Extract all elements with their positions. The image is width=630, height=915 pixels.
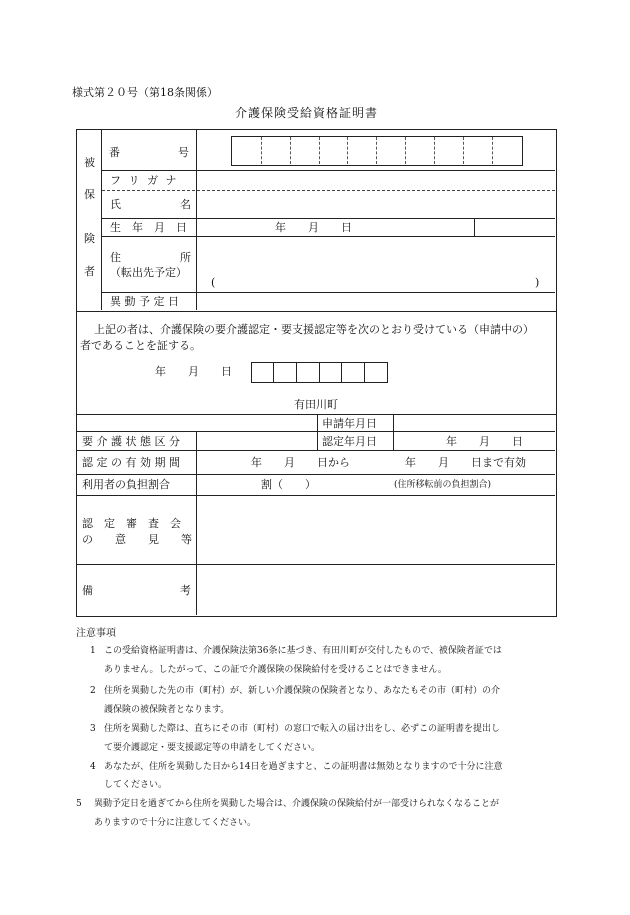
insured-number-boxes[interactable]	[231, 136, 523, 166]
note-num-5: 5	[76, 799, 82, 809]
note-2-line-1: 住所を異動した先の市（町村）が、新しい介護保険の保険者となり、あなたもその市（町村）の介	[104, 686, 501, 696]
insured-label-1: 被	[84, 156, 95, 169]
insured-label-4: 者	[84, 265, 95, 278]
note-4-line-2: してください。	[104, 780, 168, 790]
address-label-1: 住	[110, 251, 121, 264]
move-date-label: 異 動 予 定 日	[110, 295, 179, 308]
birth-date-value[interactable]: 年 月 日	[275, 221, 352, 234]
name-field[interactable]	[198, 192, 554, 217]
application-date-label: 申請年月日	[322, 417, 377, 430]
notes-heading: 注意事項	[76, 628, 116, 639]
address-field[interactable]	[198, 238, 554, 290]
remarks-label-1: 備	[82, 584, 93, 597]
form-number: 様式第２０号（第18条関係）	[72, 86, 218, 99]
application-date-field[interactable]	[395, 416, 553, 430]
remarks-field[interactable]	[198, 566, 554, 614]
care-level-field[interactable]	[198, 433, 316, 449]
note-num-1: 1	[90, 646, 96, 656]
note-5-line-1: 異動予定日を過ぎてから住所を異動した場合は、介護保険の保険給付が一部受けられなくなることが	[94, 799, 500, 809]
number-label-2: 号	[178, 146, 189, 159]
note-4-line-1: あなたが、住所を異動した日から14日を過ぎますと、この証明書は無効となりますので十分に注意	[104, 762, 503, 772]
note-2-line-2: 護保険の被保険者となります。	[104, 705, 230, 715]
cert-date-label: 認定年月日	[322, 435, 377, 448]
insured-label-2: 保	[84, 188, 95, 201]
remarks-label-2: 考	[180, 584, 191, 597]
note-num-4: 4	[90, 762, 96, 772]
note-num-3: 3	[90, 724, 96, 734]
burden-label: 利用者の負担割合	[82, 478, 170, 491]
address-paren-close: )	[535, 276, 540, 289]
furigana-label: フ リ ガ ナ	[110, 174, 179, 187]
burden-note: (住所移転前の負担割合)	[394, 480, 492, 490]
review-opinion-field[interactable]	[198, 497, 554, 563]
number-label-1: 番	[109, 146, 120, 159]
address-label-2: 所	[180, 251, 191, 264]
certification-date-label: 年 月 日	[155, 365, 232, 378]
name-label-2: 名	[180, 198, 191, 211]
page-title: 介護保険受給資格証明書	[235, 106, 379, 120]
review-label-1: 認 定 審 査 会	[82, 517, 181, 530]
note-5-line-2: ありますので十分に注意してください。	[94, 818, 257, 828]
insured-label-3: 険	[84, 232, 95, 245]
birth-date-label: 生 年 月 日	[110, 221, 187, 234]
address-sub-label: （転出先予定）	[110, 266, 187, 279]
validity-to[interactable]: 年 月 日まで有効	[405, 456, 526, 469]
care-level-label: 要 介 護 状 態 区 分	[82, 435, 180, 448]
note-1-line-2: ありません。したがって、この証で介護保険の保険給付を受けることはできません。	[104, 665, 447, 675]
review-label-2: の 意 見 等	[82, 533, 192, 546]
burden-value[interactable]: 割（ ）	[261, 478, 316, 491]
note-1-line-1: この受給資格証明書は、介護保険法第36条に基づき、有田川町が交付したもので、被保険者証では	[104, 646, 502, 656]
move-date-field[interactable]	[198, 294, 554, 309]
note-num-2: 2	[90, 686, 96, 696]
certification-text-2: 者であることを証する。	[80, 339, 201, 352]
cert-date-value[interactable]: 年 月 日	[446, 435, 523, 448]
issuer-town: 有田川町	[294, 398, 338, 411]
name-label-1: 氏	[110, 198, 121, 211]
note-3-line-2: て要介護認定・要支援認定等の申請をしてください。	[104, 743, 321, 753]
certification-text-1: 上記の者は、介護保険の要介護認定・要支援認定等を次のとおり受けている（申請中の）	[94, 323, 534, 336]
note-3-line-1: 住所を異動した際は、直ちにその市（町村）の窓口で転入の届け出をし、必ずこの証明書を提出し	[104, 724, 501, 734]
validity-from[interactable]: 年 月 日から	[251, 456, 350, 469]
address-paren-open: (	[211, 276, 216, 289]
furigana-field[interactable]	[198, 171, 554, 189]
validity-label: 認 定 の 有 効 期 間	[82, 456, 180, 469]
